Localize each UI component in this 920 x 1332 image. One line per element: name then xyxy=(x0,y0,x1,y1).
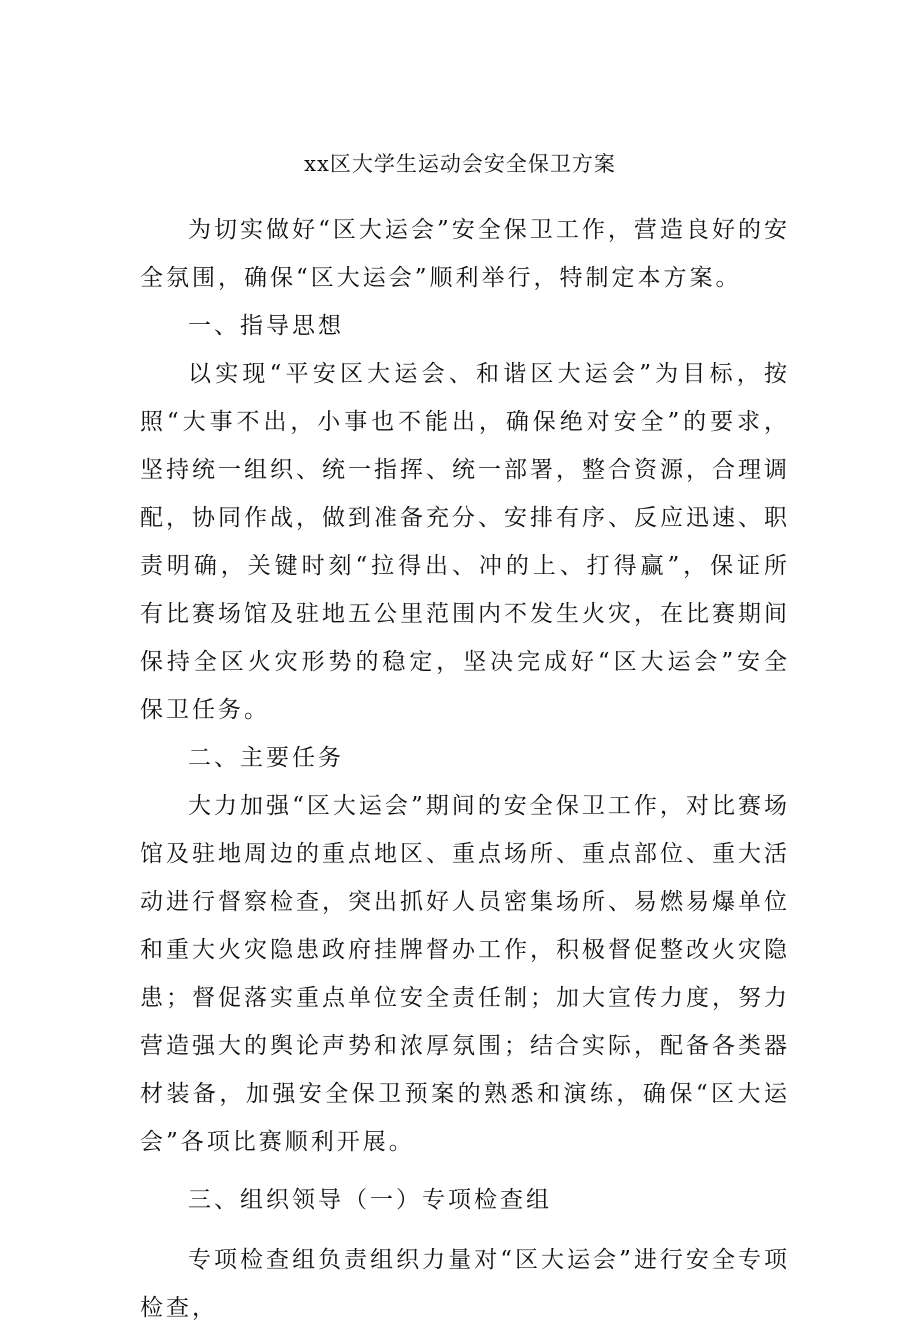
section-1-paragraph: 以实现“平安区大运会、和谐区大运会”为目标，按照“大事不出，小事也不能出，确保绝对安全”的要求，坚持统一组织、统一指挥、统一部署，整合资源，合理调配，协同作战，做到准备充分、安排有序、反应迅速、职责明确，关键时刻“拉得出、冲的上、打得赢”，保证所有比赛场馆及驻地五公里范围内不发生火灾，在比赛期间保持全区火灾形势的稳定，坚决完成好“区大运会”安全保卫任务。 xyxy=(140,361,790,723)
section-1-heading: 一、指导思想 xyxy=(188,313,344,339)
section-2-heading: 二、主要任务 xyxy=(188,745,344,771)
section-3-paragraph: 专项检查组负责组织力量对“区大运会”进行安全专项检查， xyxy=(140,1247,790,1321)
section-2-paragraph: 大力加强“区大运会”期间的安全保卫工作，对比赛场馆及驻地周边的重点地区、重点场所、重点部位、重大活动进行督察检查，突出抓好人员密集场所、易燃易爆单位和重大火灾隐患政府挂牌督办工作，积极督促整改火灾隐患；督促落实重点单位安全责任制；加大宣传力度，努力营造强大的舆论声势和浓厚氛围；结合实际，配备各类器材装备，加强安全保卫预案的熟悉和演练，确保“区大运会”各项比赛顺利开展。 xyxy=(140,793,790,1155)
intro-paragraph: 为切实做好“区大运会”安全保卫工作，营造良好的安全氛围，确保“区大运会”顺利举行，特制定本方案。 xyxy=(140,217,790,291)
document-body xyxy=(140,206,790,1332)
document-title: xx区大学生运动会安全保卫方案 xyxy=(304,152,616,176)
section-3-heading: 三、组织领导（一）专项检查组 xyxy=(188,1187,552,1213)
